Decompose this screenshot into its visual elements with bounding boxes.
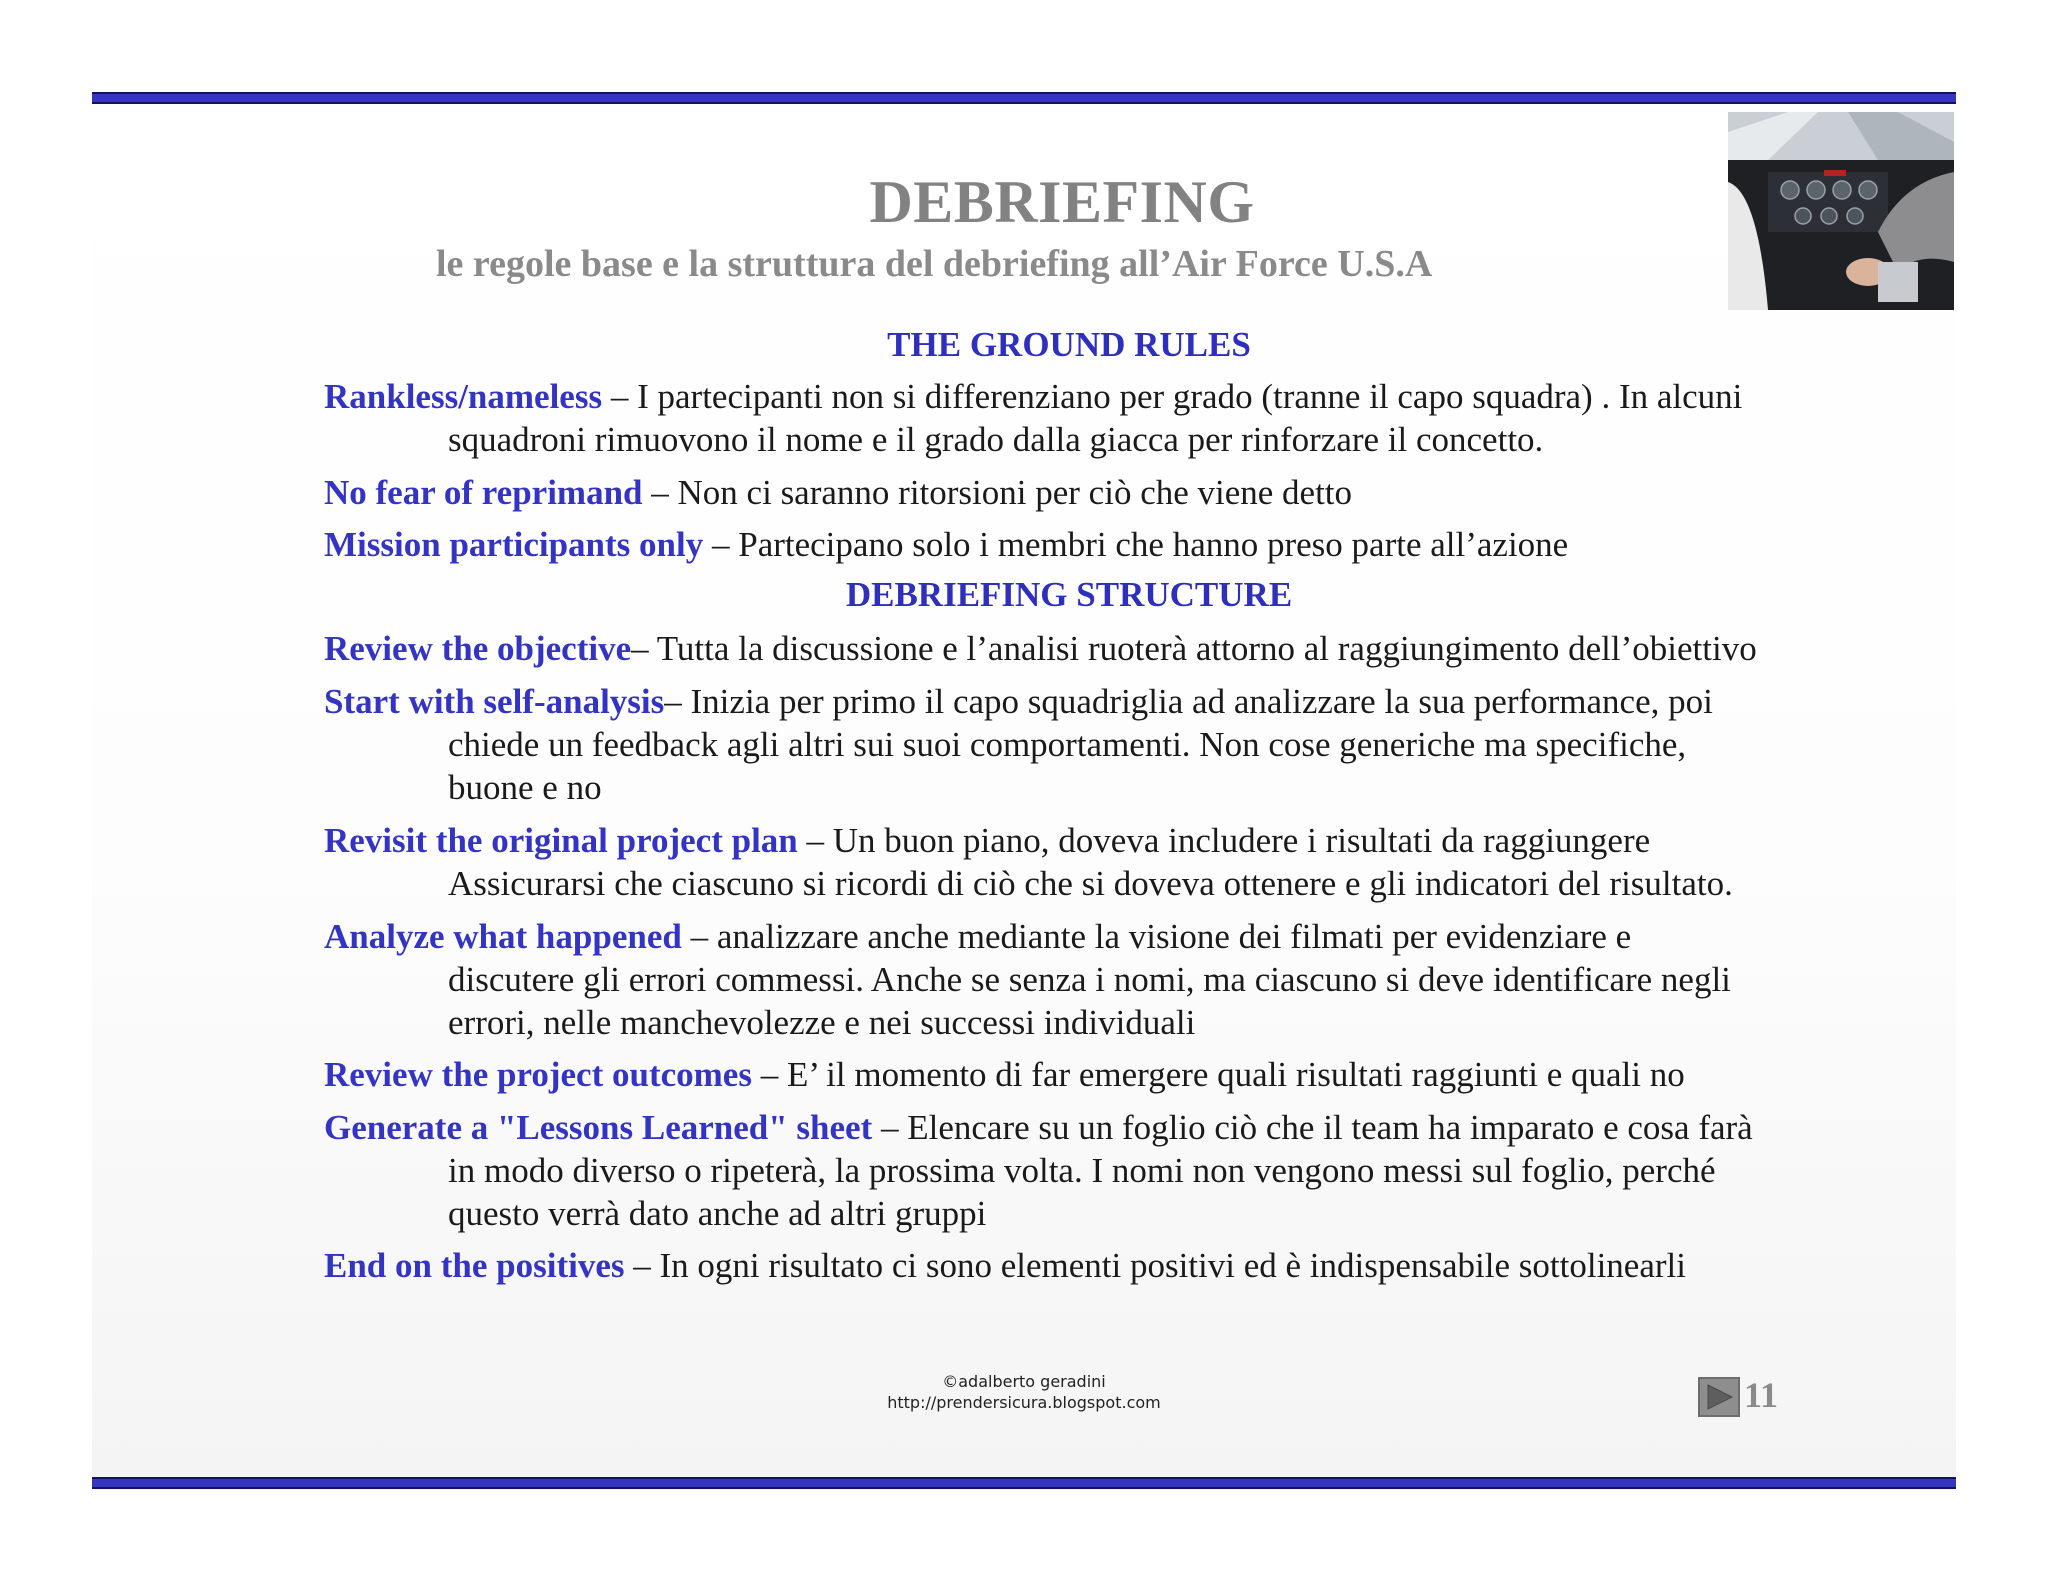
structure-term: Generate a "Lessons Learned" sheet <box>324 1108 873 1147</box>
ground-rules-heading: THE GROUND RULES <box>887 325 1251 364</box>
structure-item-objective <box>324 627 1824 670</box>
next-slide-button[interactable] <box>1698 1377 1740 1417</box>
slide-subtitle: le regole base e la struttura del debriefing all’Air Force U.S.A <box>436 243 1433 285</box>
structure-text-continued: in modo diverso o ripeterà, la prossima volta. I nomi non vengono messi sul foglio, perché <box>448 1151 1716 1190</box>
structure-text: – Un buon piano, doveva includere i risultati da raggiungere <box>797 821 1651 860</box>
structure-text-continued: errori, nelle manchevolezze e nei successi individuali <box>448 1003 1196 1042</box>
top-accent-bar <box>92 92 1956 104</box>
rule-item-no-fear <box>324 471 1824 514</box>
footer-copyright: ©adalberto geradini <box>942 1372 1106 1391</box>
structure-text-continued: chiede un feedback agli altri sui suoi comportamenti. Non cose generiche ma specifiche, <box>448 725 1687 764</box>
rule-term: Rankless/nameless <box>324 377 603 416</box>
structure-term: Analyze what happened <box>324 917 682 956</box>
rule-text: – Non ci saranno ritorsioni per ciò che viene detto <box>642 473 1353 512</box>
structure-item-lessons <box>324 1106 1824 1235</box>
structure-text-continued: buone e no <box>448 768 602 807</box>
structure-text: – analizzare anche mediante la visione dei filmati per evidenziare e <box>681 917 1632 956</box>
rule-text: – Partecipano solo i membri che hanno preso parte all’azione <box>703 525 1569 564</box>
structure-text: – In ogni risultato ci sono elementi positivi ed è indispensabile sottolinearli <box>624 1246 1686 1285</box>
structure-term: Review the objective <box>324 629 632 668</box>
structure-term: Revisit the original project plan <box>324 821 798 860</box>
structure-item-self-analysis <box>324 680 1824 809</box>
rule-item-rankless <box>324 375 1824 461</box>
structure-item-outcomes <box>324 1053 1824 1096</box>
structure-term: End on the positives <box>324 1246 625 1285</box>
structure-text: – Inizia per primo il capo squadriglia ad analizzare la sua performance, poi <box>664 682 1713 721</box>
structure-text: – E’ il momento di far emergere quali risultati raggiunti e quali no <box>751 1055 1685 1094</box>
page-number: 11 <box>1744 1375 1779 1415</box>
structure-text-continued: Assicurarsi che ciascuno si ricordi di ciò che si doveva ottenere e gli indicatori del risultato. <box>448 864 1733 903</box>
play-triangle-icon <box>1704 1383 1734 1411</box>
structure-item-analyze <box>324 915 1824 1044</box>
structure-term: Start with self-analysis <box>324 682 665 721</box>
rule-text: – I partecipanti non si differenziano per grado (tranne il capo squadra) . In alcuni <box>602 377 1743 416</box>
structure-text-continued: questo verrà dato anche ad altri gruppi <box>448 1194 987 1233</box>
rule-item-participants <box>324 523 1824 566</box>
structure-item-positives <box>324 1244 1824 1287</box>
footer-url[interactable]: http://prendersicura.blogspot.com <box>887 1393 1161 1412</box>
structure-heading: DEBRIEFING STRUCTURE <box>845 575 1293 614</box>
bottom-accent-bar <box>92 1477 1956 1489</box>
structure-text-continued: discutere gli errori commessi. Anche se senza i nomi, ma ciascuno si deve identificare negli <box>448 960 1731 999</box>
structure-text: – Elencare su un foglio ciò che il team ha imparato e cosa farà <box>872 1108 1753 1147</box>
rule-text-continued: squadroni rimuovono il nome e il grado dalla giacca per rinforzare il concetto. <box>448 420 1544 459</box>
structure-item-project-plan <box>324 819 1824 905</box>
slide-title: DEBRIEFING <box>869 169 1255 235</box>
rule-term: Mission participants only <box>324 525 704 564</box>
structure-term: Review the project outcomes <box>324 1055 752 1094</box>
structure-text: – Tutta la discussione e l’analisi ruoterà attorno al raggiungimento dell’obiettivo <box>631 629 1757 668</box>
rule-term: No fear of reprimand <box>324 473 643 512</box>
footer <box>0 1371 2048 1413</box>
